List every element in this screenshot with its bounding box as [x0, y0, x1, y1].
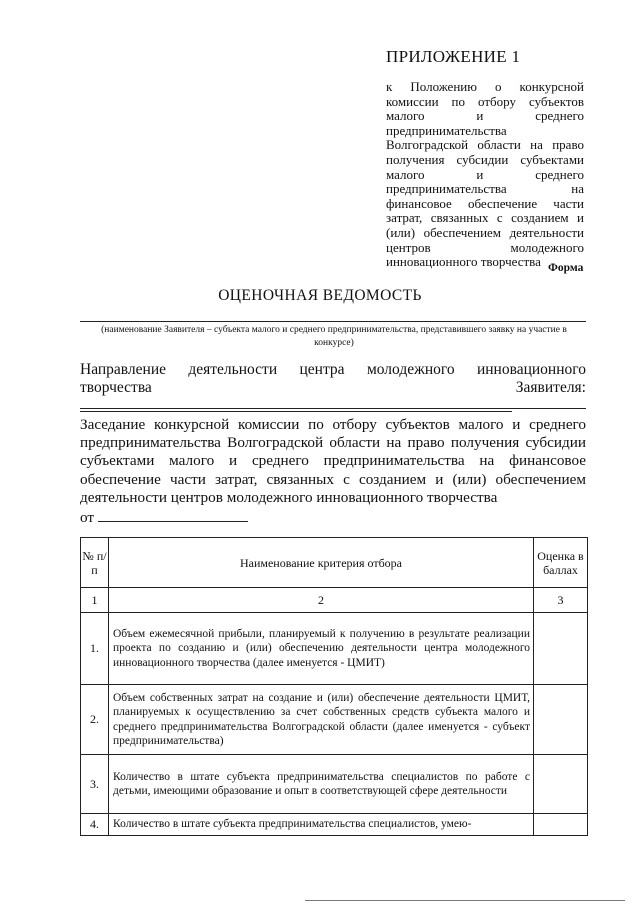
score-cell[interactable] [534, 613, 588, 685]
meeting-from-label: от [80, 509, 95, 527]
table-header-row [81, 538, 588, 588]
criterion-text: Объем ежемесячной прибыли, планируемый к получению в результате реализации проекта по созданию и (или) обеспечению деятельности центра молодежного инновационного творчества (далее именуется - ЦМИТ) [109, 613, 534, 685]
score-cell[interactable] [534, 814, 588, 836]
meeting-date-line [98, 507, 248, 522]
row-number: 4. [81, 814, 109, 836]
meeting-paragraph [80, 416, 586, 527]
criterion-text: Количество в штате субъекта предпринимательства специалистов по работе с детьми, имеющими образование и опыт в соответствующей сфере деятельности [109, 755, 534, 814]
criterion-text: Количество в штате субъекта предпринимательства специалистов, умею- [109, 814, 534, 836]
header-criterion-name: Наименование критерия отбора [109, 538, 534, 588]
column-number-cell: 3 [534, 588, 588, 613]
column-number-cell: 2 [109, 588, 534, 613]
table-row [81, 814, 588, 836]
criteria-table [80, 537, 588, 836]
direction-text: Направление деятельности центра молодежного инновационного творчества Заявителя: [80, 361, 586, 396]
row-number: 2. [81, 685, 109, 755]
column-number-cell: 1 [81, 588, 109, 613]
header-score: Оценка в баллах [534, 538, 588, 588]
criterion-text: Объем собственных затрат на создание и (или) обеспечение деятельности ЦМИТ, планируемых к осуществлению за счет собственных средств субъекта малого и среднего предпринимательства Волгоградской области (далее именуется - субъект предпринимательства) [109, 685, 534, 755]
table-row [81, 755, 588, 814]
row-number: 3. [81, 755, 109, 814]
applicant-name-line [80, 321, 586, 322]
header-number: № п/п [81, 538, 109, 588]
appendix-text: к Положению о конкурсной комиссии по отбору субъектов малого и среднего предпринимательства Волгоградской области на право получения субсидии субъектами малого и среднего предпринимательства на финансовое обеспечение части затрат, связанных с созданием и (или) обеспечением деятельности центров молодежного инновационного творчества [386, 79, 584, 270]
form-label: Форма [548, 262, 584, 274]
direction-fill-line [80, 397, 512, 412]
direction-second-line [80, 408, 586, 409]
page-edge-line [305, 900, 625, 901]
document-title: ОЦЕНОЧНАЯ ВЕДОМОСТЬ [218, 287, 422, 304]
score-cell[interactable] [534, 755, 588, 814]
meeting-text: Заседание конкурсной комиссии по отбору субъектов малого и среднего предпринимательства Волгоградской области на право получения субсидии субъектами малого и среднего предпринимательства на финансовое обеспечение части затрат, связанных с созданием и (или) обеспечением деятельности центров молодежного инновационного творчества [80, 416, 586, 506]
table-row [81, 613, 588, 685]
row-number: 1. [81, 613, 109, 685]
column-number-row [81, 588, 588, 613]
appendix-title: ПРИЛОЖЕНИЕ 1 [386, 47, 521, 66]
applicant-caption: (наименование Заявителя – субъекта малого и среднего предпринимательства, представившего заявку на участие в конкурсе) [101, 325, 567, 348]
score-cell[interactable] [534, 685, 588, 755]
table-row [81, 685, 588, 755]
